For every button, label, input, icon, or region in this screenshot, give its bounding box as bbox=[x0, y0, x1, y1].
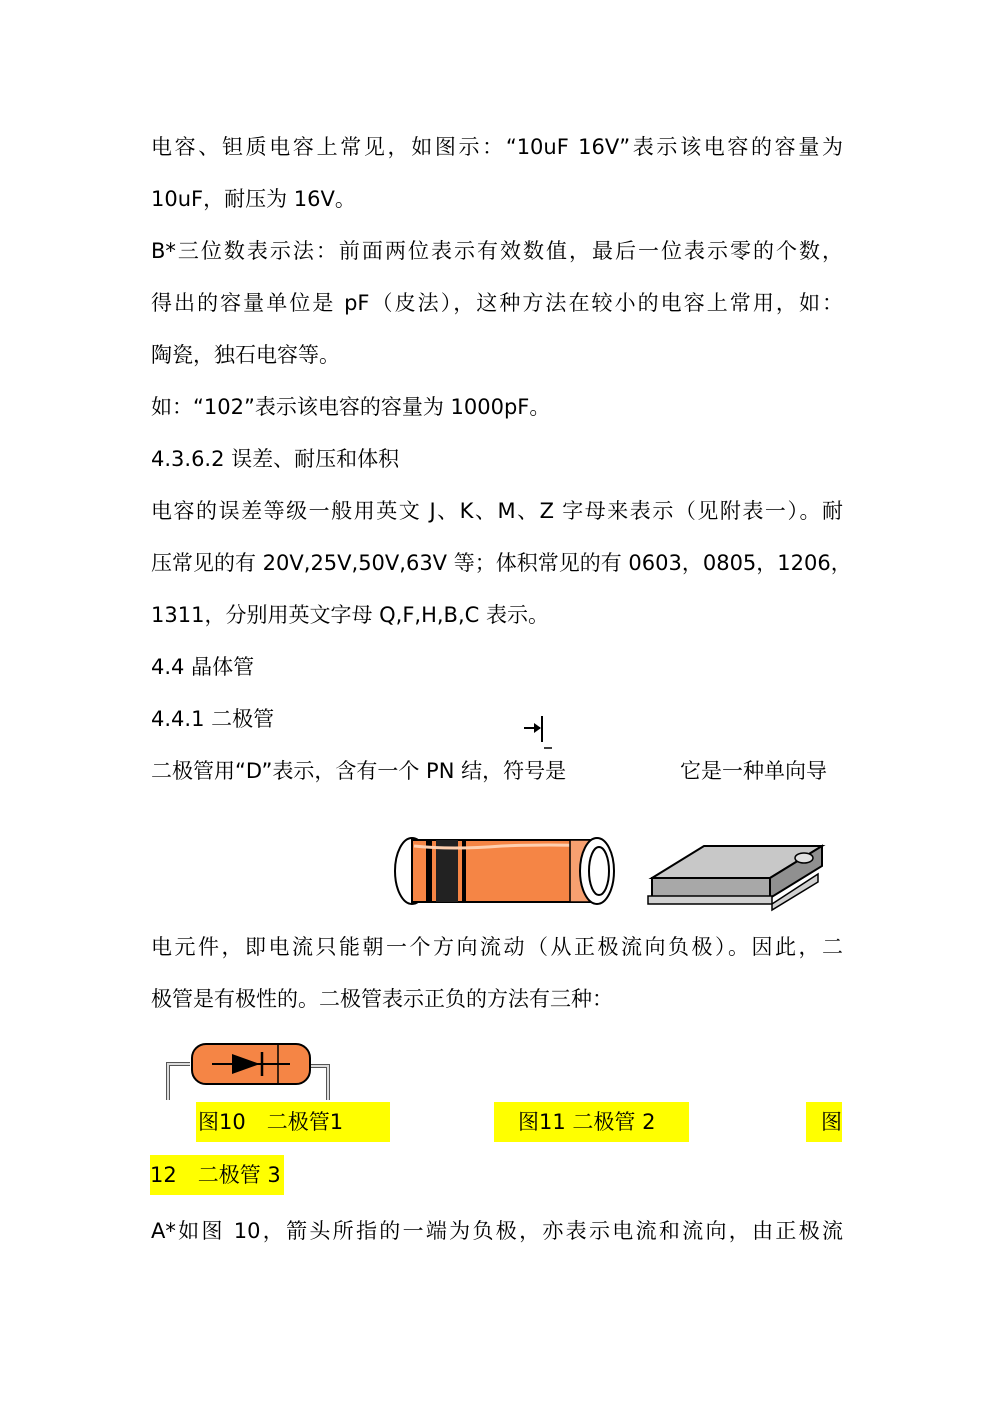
paragraph-line-11: 电元件，即电流只能朝一个方向流动（从正极流向负极）。因此，二 bbox=[151, 935, 843, 959]
smd-diode-image bbox=[644, 840, 826, 912]
paragraph-line-12: 极管是有极性的。二极管表示正负的方法有三种： bbox=[151, 987, 613, 1011]
axial-diode-image bbox=[392, 834, 620, 908]
paragraph-line-5: 陶瓷，独石电容等。 bbox=[151, 343, 340, 367]
paragraph-line-3: B*三位数表示法：前面两位表示有效数值，最后一位表示零的个数， bbox=[151, 239, 843, 263]
paragraph-line-10a: 二极管用“D”表示，含有一个 PN 结，符号是 bbox=[151, 759, 567, 783]
figure-10-caption: 图10 二极管1 bbox=[196, 1102, 390, 1142]
leaded-diode-image bbox=[160, 1030, 336, 1104]
section-heading-4-4: 4.4 晶体管 bbox=[151, 655, 255, 679]
paragraph-line-1: 电容、钽质电容上常见，如图示：“10uF 16V”表示该电容的容量为 bbox=[151, 135, 843, 159]
figure-12-caption: 12 二极管 3 bbox=[150, 1155, 284, 1195]
paragraph-line-7: 电容的误差等级一般用英文 J、K、M、Z 字母来表示（见附表一）。耐 bbox=[151, 499, 843, 523]
paragraph-line-8: 压常见的有 20V,25V,50V,63V 等；体积常见的有 0603，0805，1206， bbox=[151, 551, 852, 575]
paragraph-line-2: 10uF，耐压为 16V。 bbox=[151, 187, 356, 211]
paragraph-line-9: 1311，分别用英文字母 Q,F,H,B,C 表示。 bbox=[151, 603, 549, 627]
paragraph-line-4: 得出的容量单位是 pF（皮法），这种方法在较小的电容上常用，如： bbox=[151, 291, 843, 315]
paragraph-line-10b: 它是一种单向导 bbox=[680, 759, 827, 783]
section-heading-4-4-1: 4.4.1 二极管 bbox=[151, 707, 275, 731]
section-heading-4-3-6-2: 4.3.6.2 误差、耐压和体积 bbox=[151, 447, 400, 471]
figure-11-caption: 图11 二极管 2 bbox=[494, 1102, 689, 1142]
paragraph-line-13: A*如图 10，箭头所指的一端为负极，亦表示电流和流向，由正极流 bbox=[151, 1219, 843, 1243]
paragraph-line-6: 如：“102”表示该电容的容量为 1000pF。 bbox=[151, 395, 551, 419]
figure-12-caption-prefix: 图 bbox=[806, 1102, 842, 1142]
diode-symbol-icon bbox=[522, 712, 552, 752]
